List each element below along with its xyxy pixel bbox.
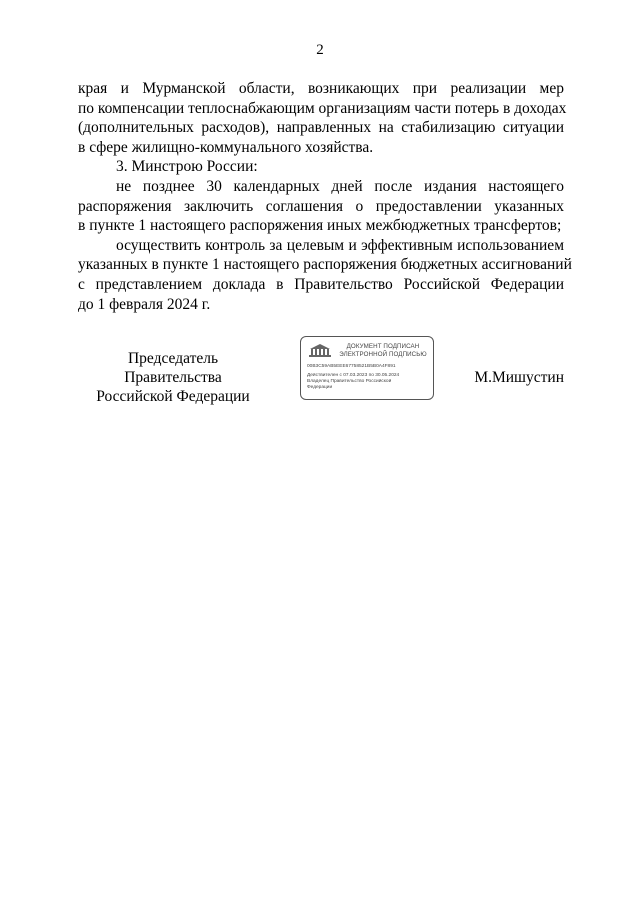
stamp-heading: [335, 343, 431, 358]
paragraph-control: [78, 236, 572, 314]
text-line: по компенсации теплоснабжающим организациям части потерь в доходах: [78, 99, 567, 117]
stamp-heading-line: ЭЛЕКТРОННОЙ ПОДПИСЬЮ: [339, 350, 427, 358]
electronic-signature-stamp: [300, 336, 434, 400]
document-body: [78, 79, 572, 314]
page-number: 2: [316, 42, 324, 58]
text-line: края и Мурманской области, возникающих при реализации мер: [78, 80, 564, 97]
stamp-heading-line: ДОКУМЕНТ ПОДПИСАН: [346, 343, 420, 350]
text-line: распоряжения заключить соглашения о предоставлении указанных: [78, 197, 564, 215]
text-line: с представлением доклада в Правительство Российской Федерации: [78, 275, 564, 293]
signatory-title-line: Российской Федерации: [96, 388, 250, 405]
government-emblem-icon: [307, 343, 333, 359]
text-line: в пункте 1 настоящего распоряжения иных межбюджетных трансфертов;: [78, 217, 562, 235]
stamp-owner: Федерации: [307, 385, 333, 390]
text-line: до 1 февраля 2024 г.: [78, 295, 211, 313]
text-line: в сфере жилищно-коммунального хозяйства.: [78, 138, 374, 156]
paragraph-continuation: [78, 79, 567, 157]
signatory-title-line: Председатель Правительства: [124, 350, 222, 386]
stamp-certificate-number: 00B3C59AB5EEE67758521B5B0A4F891: [307, 364, 396, 369]
paragraph-agreements: [78, 177, 564, 236]
stamp-validity: Действителен с 07.03.2023 по 30.05.2024: [307, 373, 400, 378]
text-line: указанных в пункте 1 настоящего распоряжения бюджетных ассигнований: [78, 256, 572, 274]
text-line: 3. Минстрою России:: [116, 158, 258, 176]
text-line: (дополнительных расходов), направленных на стабилизацию ситуации: [78, 119, 564, 137]
text-line: не позднее 30 календарных дней после издания настоящего: [116, 177, 564, 195]
paragraph-item-3: [78, 157, 564, 177]
signatory-name: М.Мишустин: [474, 369, 564, 386]
text-line: осуществить контроль за целевым и эффективным использованием: [116, 236, 564, 254]
signatory-title: [78, 349, 268, 406]
stamp-owner: Владелец Правительство Российской: [307, 379, 392, 384]
